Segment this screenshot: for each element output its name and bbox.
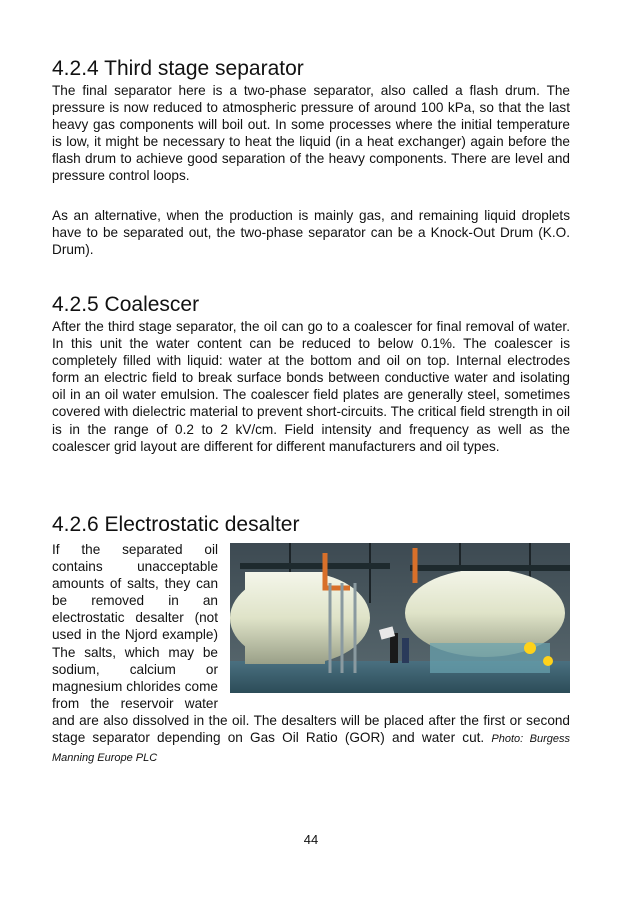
desalter-text-block — [52, 541, 570, 767]
section-heading-4-2-5: 4.2.5 Coalescer — [52, 293, 200, 316]
section-heading-4-2-6: 4.2.6 Electrostatic desalter — [52, 513, 300, 536]
paragraph-third-stage-separator: The final separator here is a two-phase separator, also called a flash drum. The pressure is now reduced to atmospheric pressure of around 100 kPa, so that the last heavy gas components will boil out. In some processes where the initial temperature is low, it might be necessary to heat the liquid (in a heat exchanger) again before the flash drum to achieve good separation of the heavy components. There are level and pressure control loops. — [52, 83, 570, 184]
page-number: 44 — [303, 832, 319, 847]
paragraph-desalter-text: If the separated oil contains unacceptable amounts of salts, they can be removed in an electrostatic desalter (not used in the Njord example) The salts, which may be sodium, calcium or magnesium chlorides come from the reservoir water and are also dissolved in the oil. The desalters will be placed after the first or second stage separator depending on Gas Oil Ratio (GOR) and water cut. — [52, 542, 570, 746]
paragraph-knock-out-drum: As an alternative, when the production is mainly gas, and remaining liquid droplets have to be separated out, the two-phase separator can be a Knock-Out Drum (K.O. Drum). — [52, 208, 570, 258]
paragraph-coalescer: After the third stage separator, the oil can go to a coalescer for final removal of water. In this unit the water content can be reduced to below 0.1%. The coalescer is completely filled with liquid: water at the bottom and oil on top. Internal electrodes form an electric field to break surface bonds between conductive water and isolating oil in an oil water emulsion. The coalescer field plates are generally steel, sometimes covered with dielectric material to prevent short-circuits. The critical field strength in oil is in the range of 0.2 to 2 kV/cm. Field intensity and frequency as well as the coalescer grid layout are different for different manufacturers and oil types. — [52, 319, 570, 454]
photo-caption: Photo: Burgess Manning Europe PLC — [52, 733, 571, 765]
desalter-photo-illustration — [230, 543, 570, 693]
section-heading-4-2-4: 4.2.4 Third stage separator — [52, 57, 304, 80]
desalter-photo — [230, 543, 570, 693]
